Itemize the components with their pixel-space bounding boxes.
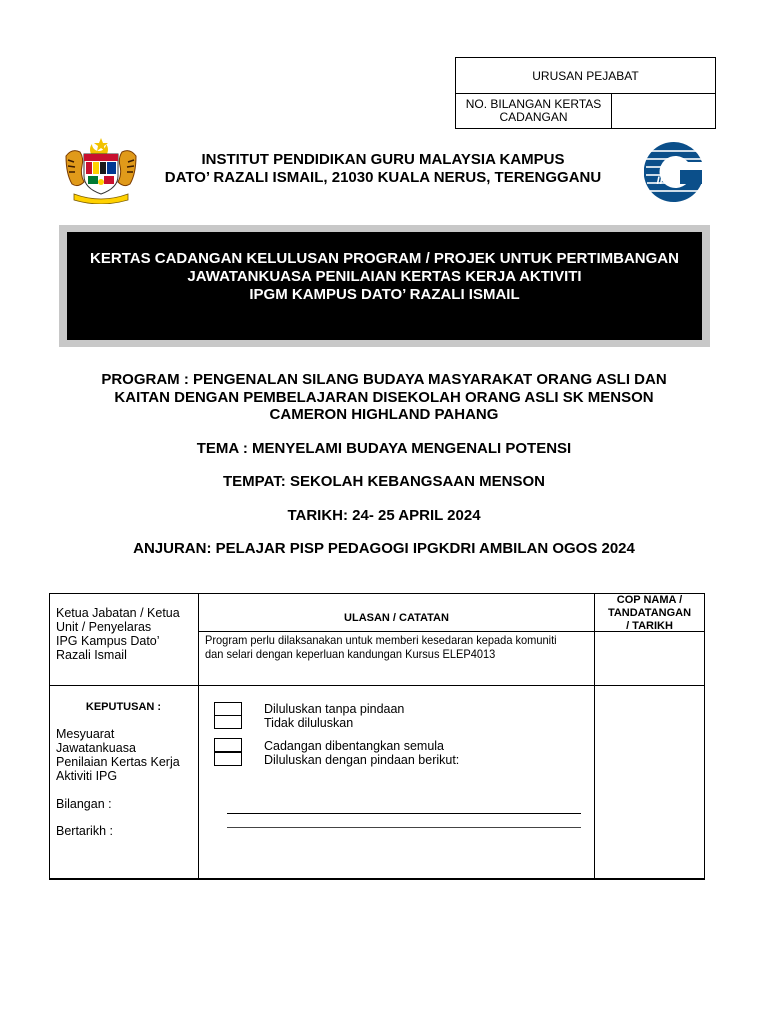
title-line1: KERTAS CADANGAN KELULUSAN PROGRAM / PROJEK UNTUK PERTIMBANGAN <box>90 250 679 267</box>
document-title <box>67 232 702 340</box>
cop-header: COP NAMA / TANDATANGAN / TARIKH <box>607 594 692 632</box>
head-of-department-label: Ketua Jabatan / Ketua Unit / Penyelaras IPG Kampus Dato’ Razali Ismail <box>56 606 180 662</box>
institute-name-line2: DATO’ RAZALI ISMAIL, 21030 KUALA NERUS, TERENGGANU <box>164 169 602 186</box>
checkbox-diluluskan-tanpa-pindaan[interactable] <box>214 702 242 716</box>
bilangan-label: Bilangan : <box>56 797 112 811</box>
tempat: TEMPAT: SEKOLAH KEBANGSAAN MENSON <box>223 473 545 490</box>
tarikh: TARIKH: 24- 25 APRIL 2024 <box>287 507 481 524</box>
malaysia-coat-of-arms-icon <box>62 136 140 204</box>
bertarikh-label: Bertarikh : <box>56 824 113 838</box>
program-line1: PROGRAM : PENGENALAN SILANG BUDAYA MASYARAKAT ORANG ASLI DAN <box>101 371 667 388</box>
option-cadangan-dibentangkan-semula: Cadangan dibentangkan semula <box>264 739 444 753</box>
checkbox-diluluskan-dengan-pindaan[interactable] <box>214 752 242 766</box>
option-diluluskan-tanpa-pindaan: Diluluskan tanpa pindaan <box>264 702 405 716</box>
office-use-title: URUSAN PEJABAT <box>456 58 715 94</box>
reference-number-label: NO. BILANGAN KERTAS CADANGAN <box>456 93 612 129</box>
office-use-box <box>455 57 716 129</box>
option-tidak-diluluskan: Tidak diluluskan <box>264 716 354 730</box>
ipg-logo-icon <box>644 140 704 204</box>
keputusan-label: KEPUTUSAN : <box>85 701 162 713</box>
title-line2: JAWATANKUASA PENILAIAN KERTAS KERJA AKTIVITI <box>187 268 582 285</box>
ipg-logo-text: IPG <box>656 175 676 187</box>
tema: TEMA : MENYELAMI BUDAYA MENGENALI POTENSI <box>196 440 572 457</box>
cop-signature-cell-1[interactable] <box>595 632 704 685</box>
approval-form-table <box>49 593 705 880</box>
option-diluluskan-dengan-pindaan: Diluluskan dengan pindaan berikut: <box>264 753 460 767</box>
program-line3: CAMERON HIGHLAND PAHANG <box>269 406 499 423</box>
mesyuarat-label: Mesyuarat Jawatankuasa Penilaian Kertas Kerja Aktiviti IPG <box>56 727 180 783</box>
title-line3: IPGM KAMPUS DATO’ RAZALI ISMAIL <box>249 286 520 303</box>
program-line2: KAITAN DENGAN PEMBELAJARAN DISEKOLAH ORANG ASLI SK MENSON <box>114 389 654 406</box>
checkbox-cadangan-dibentangkan-semula[interactable] <box>214 738 242 752</box>
ulasan-header: ULASAN / CATATAN <box>344 612 449 624</box>
anjuran: ANJURAN: PELAJAR PISP PEDAGOGI IPGKDRI AMBILAN OGOS 2024 <box>133 540 635 557</box>
ulasan-text: Program perlu dilaksanakan untuk memberi kesedaran kepada komuniti dan selari dengan keperluan kandungan Kursus ELEP4013 <box>205 633 557 661</box>
reference-number-value[interactable] <box>612 93 715 129</box>
cop-signature-cell-2[interactable] <box>595 686 704 878</box>
amendment-line-1[interactable] <box>227 813 581 814</box>
amendment-line-2[interactable] <box>227 827 581 828</box>
checkbox-tidak-diluluskan[interactable] <box>214 715 242 729</box>
institute-name-line1: INSTITUT PENDIDIKAN GURU MALAYSIA KAMPUS <box>201 151 565 168</box>
